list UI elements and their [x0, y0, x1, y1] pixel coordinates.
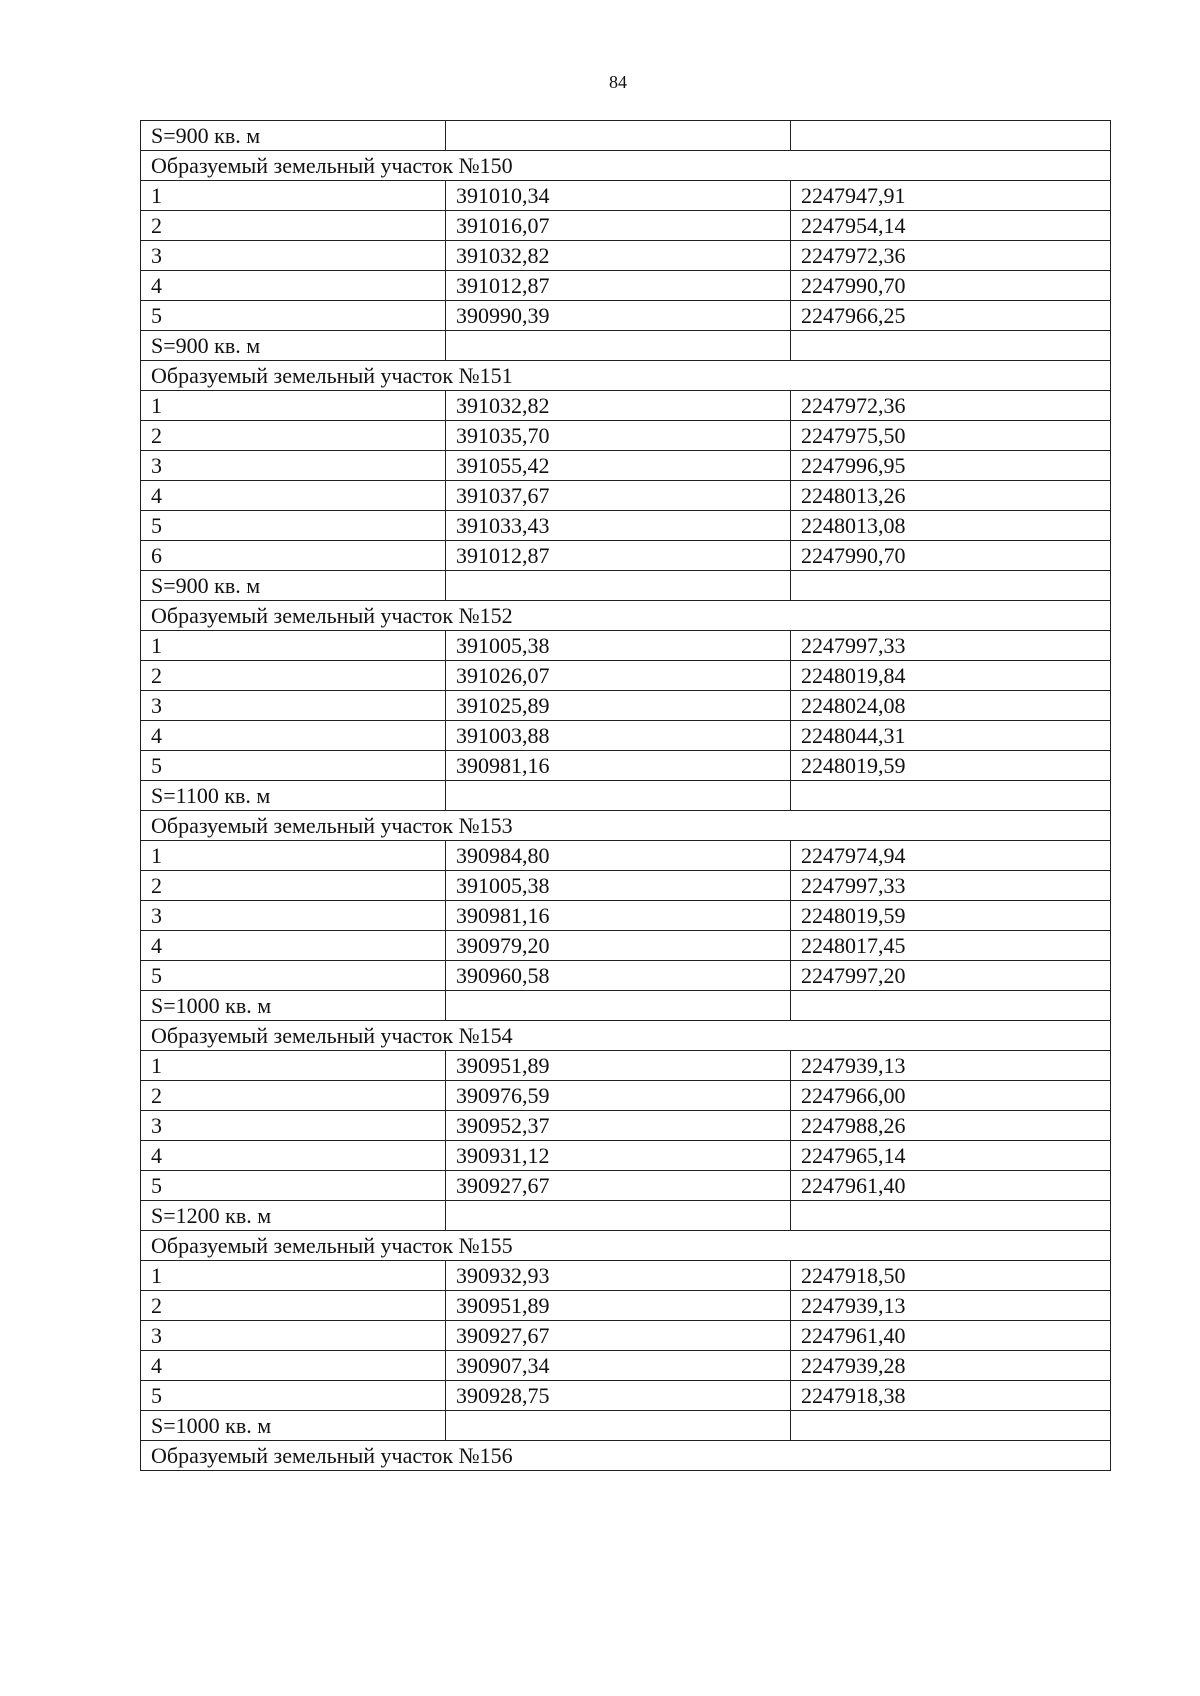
empty-cell: [791, 1201, 1111, 1231]
point-row: [141, 1171, 1111, 1201]
y-coordinate: 2248024,08: [791, 691, 1111, 721]
plot-title: Образуемый земельный участок №150: [141, 151, 1111, 181]
point-row: [141, 1351, 1111, 1381]
x-coordinate: 391016,07: [446, 211, 791, 241]
point-row: [141, 271, 1111, 301]
point-row: [141, 241, 1111, 271]
point-number: 4: [141, 1351, 446, 1381]
point-number: 5: [141, 511, 446, 541]
y-coordinate: 2248019,59: [791, 901, 1111, 931]
point-row: [141, 481, 1111, 511]
x-coordinate: 390907,34: [446, 1351, 791, 1381]
area-row: [141, 781, 1111, 811]
point-number: 5: [141, 301, 446, 331]
area-row: [141, 331, 1111, 361]
x-coordinate: 391055,42: [446, 451, 791, 481]
plot-header-row: [141, 1231, 1111, 1261]
point-number: 4: [141, 1141, 446, 1171]
point-number: 3: [141, 451, 446, 481]
point-number: 4: [141, 931, 446, 961]
plot-header-row: [141, 361, 1111, 391]
point-number: 2: [141, 211, 446, 241]
point-number: 2: [141, 661, 446, 691]
point-row: [141, 1141, 1111, 1171]
y-coordinate: 2248017,45: [791, 931, 1111, 961]
x-coordinate: 391035,70: [446, 421, 791, 451]
point-number: 3: [141, 901, 446, 931]
x-coordinate: 390981,16: [446, 901, 791, 931]
y-coordinate: 2247997,33: [791, 631, 1111, 661]
x-coordinate: 390981,16: [446, 751, 791, 781]
y-coordinate: 2248019,84: [791, 661, 1111, 691]
plot-title: Образуемый земельный участок №156: [141, 1441, 1111, 1471]
point-row: [141, 451, 1111, 481]
y-coordinate: 2247954,14: [791, 211, 1111, 241]
point-number: 3: [141, 241, 446, 271]
plot-header-row: [141, 1021, 1111, 1051]
point-row: [141, 721, 1111, 751]
y-coordinate: 2247972,36: [791, 391, 1111, 421]
x-coordinate: 391005,38: [446, 631, 791, 661]
y-coordinate: 2248013,08: [791, 511, 1111, 541]
point-row: [141, 691, 1111, 721]
area-row: [141, 1201, 1111, 1231]
empty-cell: [446, 121, 791, 151]
y-coordinate: 2247997,33: [791, 871, 1111, 901]
point-number: 1: [141, 631, 446, 661]
empty-cell: [446, 331, 791, 361]
y-coordinate: 2247939,13: [791, 1051, 1111, 1081]
area-value: S=1100 кв. м: [141, 781, 446, 811]
coordinates-table-body: [141, 121, 1111, 1471]
x-coordinate: 390928,75: [446, 1381, 791, 1411]
x-coordinate: 390984,80: [446, 841, 791, 871]
page-number: 84: [609, 72, 627, 92]
point-row: [141, 391, 1111, 421]
point-number: 5: [141, 1171, 446, 1201]
y-coordinate: 2247966,00: [791, 1081, 1111, 1111]
empty-cell: [791, 331, 1111, 361]
x-coordinate: 390960,58: [446, 961, 791, 991]
plot-title: Образуемый земельный участок №151: [141, 361, 1111, 391]
point-row: [141, 961, 1111, 991]
y-coordinate: 2247990,70: [791, 271, 1111, 301]
point-number: 1: [141, 1261, 446, 1291]
plot-title: Образуемый земельный участок №153: [141, 811, 1111, 841]
point-row: [141, 541, 1111, 571]
point-number: 2: [141, 871, 446, 901]
area-row: [141, 991, 1111, 1021]
x-coordinate: 390931,12: [446, 1141, 791, 1171]
empty-cell: [446, 1201, 791, 1231]
point-row: [141, 181, 1111, 211]
y-coordinate: 2248019,59: [791, 751, 1111, 781]
area-value: S=1200 кв. м: [141, 1201, 446, 1231]
point-row: [141, 871, 1111, 901]
point-row: [141, 1051, 1111, 1081]
x-coordinate: 391003,88: [446, 721, 791, 751]
area-row: [141, 121, 1111, 151]
point-number: 3: [141, 691, 446, 721]
plot-title: Образуемый земельный участок №155: [141, 1231, 1111, 1261]
x-coordinate: 390990,39: [446, 301, 791, 331]
x-coordinate: 391032,82: [446, 391, 791, 421]
plot-title: Образуемый земельный участок №154: [141, 1021, 1111, 1051]
x-coordinate: 391005,38: [446, 871, 791, 901]
y-coordinate: 2247947,91: [791, 181, 1111, 211]
point-number: 1: [141, 391, 446, 421]
x-coordinate: 390976,59: [446, 1081, 791, 1111]
y-coordinate: 2247988,26: [791, 1111, 1111, 1141]
point-number: 1: [141, 1051, 446, 1081]
point-number: 5: [141, 751, 446, 781]
area-value: S=900 кв. м: [141, 571, 446, 601]
point-row: [141, 841, 1111, 871]
x-coordinate: 391012,87: [446, 271, 791, 301]
x-coordinate: 390952,37: [446, 1111, 791, 1141]
point-number: 2: [141, 421, 446, 451]
y-coordinate: 2247939,13: [791, 1291, 1111, 1321]
point-row: [141, 1111, 1111, 1141]
point-row: [141, 1291, 1111, 1321]
point-number: 2: [141, 1081, 446, 1111]
point-row: [141, 661, 1111, 691]
empty-cell: [791, 121, 1111, 151]
plot-header-row: [141, 1441, 1111, 1471]
point-number: 6: [141, 541, 446, 571]
y-coordinate: 2247975,50: [791, 421, 1111, 451]
point-row: [141, 1261, 1111, 1291]
point-row: [141, 751, 1111, 781]
empty-cell: [791, 991, 1111, 1021]
x-coordinate: 391032,82: [446, 241, 791, 271]
point-number: 1: [141, 181, 446, 211]
point-row: [141, 631, 1111, 661]
point-row: [141, 1081, 1111, 1111]
plot-header-row: [141, 151, 1111, 181]
point-number: 5: [141, 961, 446, 991]
coordinates-table: [140, 120, 1111, 1471]
x-coordinate: 390951,89: [446, 1291, 791, 1321]
area-value: S=900 кв. м: [141, 331, 446, 361]
y-coordinate: 2247939,28: [791, 1351, 1111, 1381]
y-coordinate: 2247918,38: [791, 1381, 1111, 1411]
y-coordinate: 2247996,95: [791, 451, 1111, 481]
y-coordinate: 2248013,26: [791, 481, 1111, 511]
x-coordinate: 391025,89: [446, 691, 791, 721]
y-coordinate: 2247997,20: [791, 961, 1111, 991]
x-coordinate: 391026,07: [446, 661, 791, 691]
y-coordinate: 2247961,40: [791, 1321, 1111, 1351]
point-row: [141, 301, 1111, 331]
x-coordinate: 390927,67: [446, 1171, 791, 1201]
area-row: [141, 571, 1111, 601]
empty-cell: [446, 781, 791, 811]
y-coordinate: 2247918,50: [791, 1261, 1111, 1291]
area-value: S=1000 кв. м: [141, 991, 446, 1021]
x-coordinate: 391010,34: [446, 181, 791, 211]
empty-cell: [446, 1411, 791, 1441]
empty-cell: [791, 781, 1111, 811]
point-row: [141, 1381, 1111, 1411]
y-coordinate: 2247965,14: [791, 1141, 1111, 1171]
area-row: [141, 1411, 1111, 1441]
x-coordinate: 390932,93: [446, 1261, 791, 1291]
point-row: [141, 211, 1111, 241]
x-coordinate: 391037,67: [446, 481, 791, 511]
plot-title: Образуемый земельный участок №152: [141, 601, 1111, 631]
empty-cell: [446, 991, 791, 1021]
point-row: [141, 421, 1111, 451]
point-row: [141, 1321, 1111, 1351]
x-coordinate: 390927,67: [446, 1321, 791, 1351]
area-value: S=900 кв. м: [141, 121, 446, 151]
point-number: 4: [141, 721, 446, 751]
point-number: 4: [141, 271, 446, 301]
point-number: 4: [141, 481, 446, 511]
y-coordinate: 2247961,40: [791, 1171, 1111, 1201]
x-coordinate: 390951,89: [446, 1051, 791, 1081]
point-number: 1: [141, 841, 446, 871]
area-value: S=1000 кв. м: [141, 1411, 446, 1441]
y-coordinate: 2247990,70: [791, 541, 1111, 571]
point-number: 2: [141, 1291, 446, 1321]
y-coordinate: 2248044,31: [791, 721, 1111, 751]
plot-header-row: [141, 811, 1111, 841]
y-coordinate: 2247972,36: [791, 241, 1111, 271]
x-coordinate: 391012,87: [446, 541, 791, 571]
point-row: [141, 931, 1111, 961]
empty-cell: [791, 571, 1111, 601]
point-row: [141, 511, 1111, 541]
point-number: 5: [141, 1381, 446, 1411]
plot-header-row: [141, 601, 1111, 631]
empty-cell: [791, 1411, 1111, 1441]
y-coordinate: 2247966,25: [791, 301, 1111, 331]
point-number: 3: [141, 1111, 446, 1141]
x-coordinate: 390979,20: [446, 931, 791, 961]
point-row: [141, 901, 1111, 931]
x-coordinate: 391033,43: [446, 511, 791, 541]
point-number: 3: [141, 1321, 446, 1351]
empty-cell: [446, 571, 791, 601]
y-coordinate: 2247974,94: [791, 841, 1111, 871]
